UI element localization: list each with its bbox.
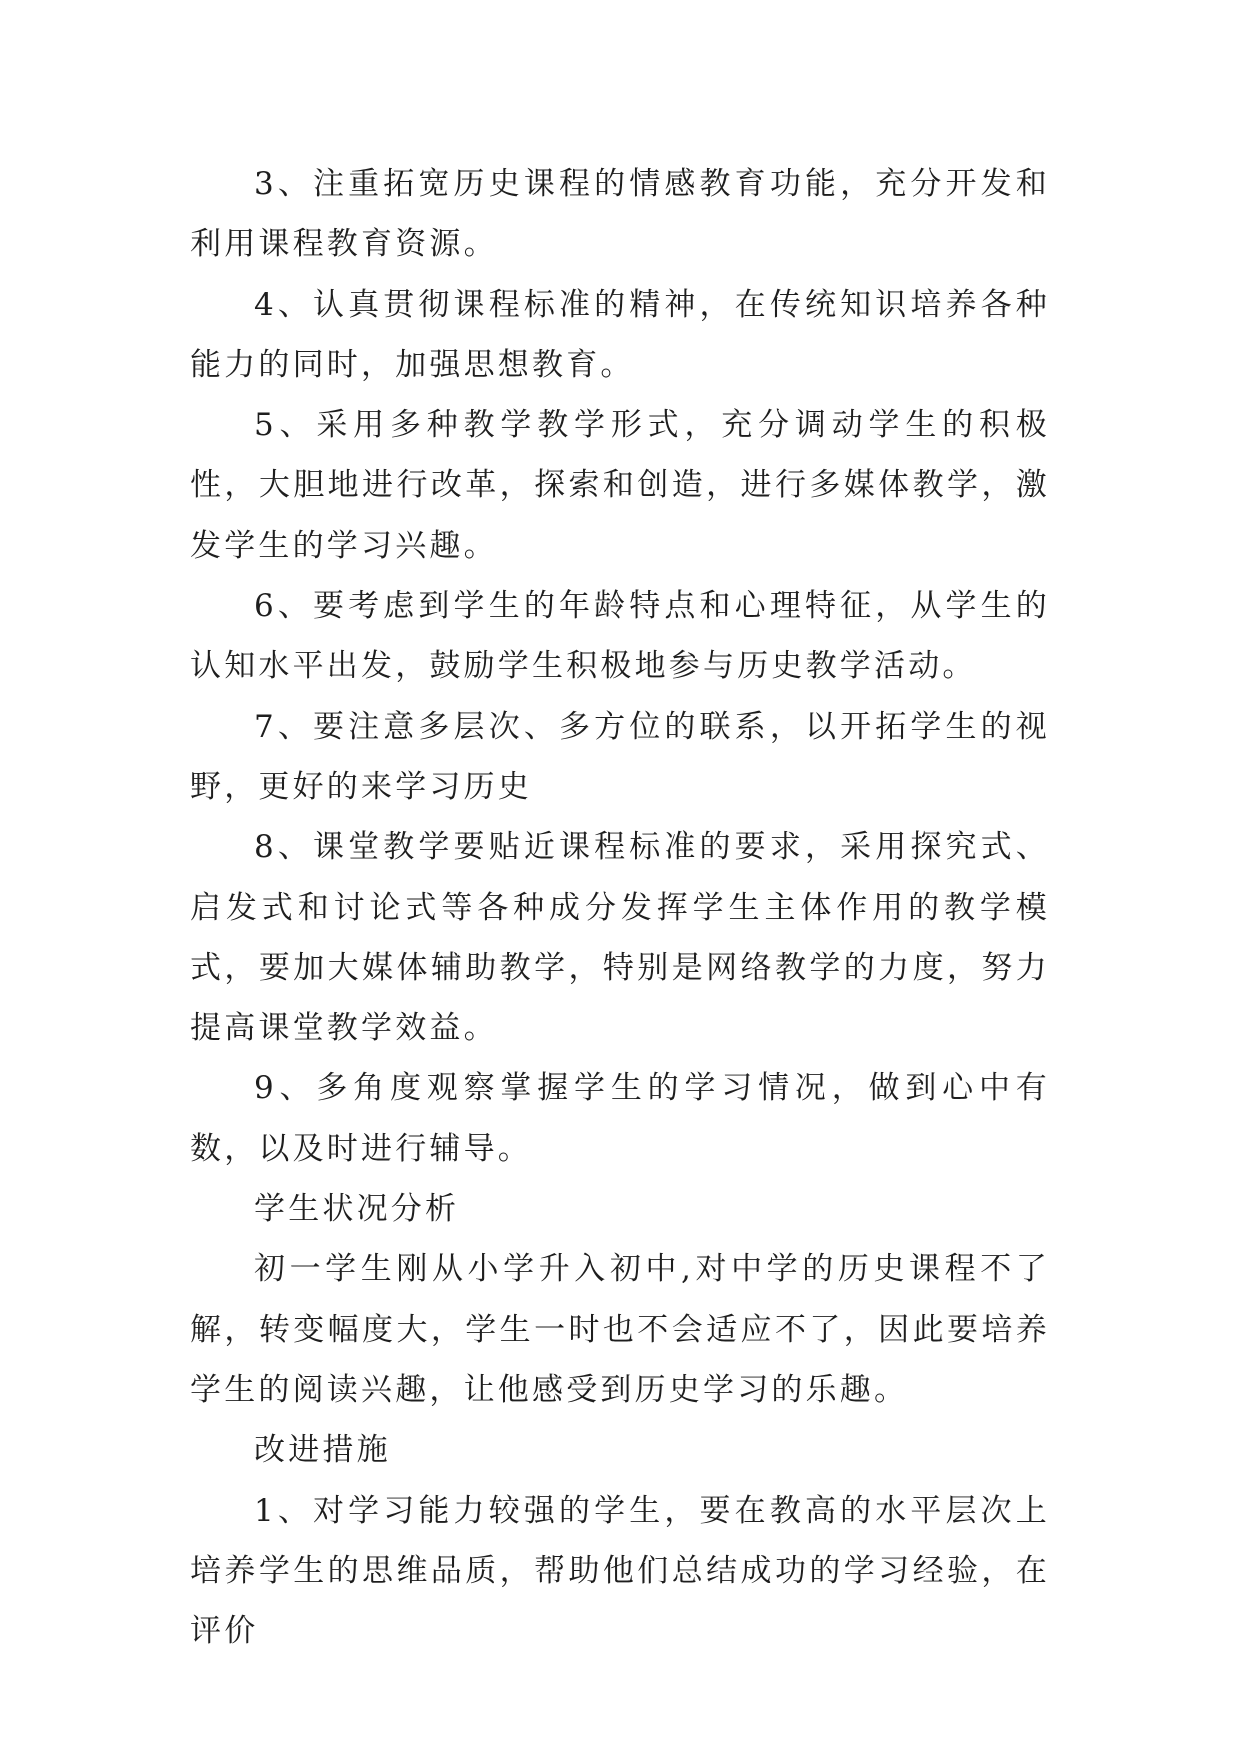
section-heading-improvement: 改进措施: [254, 1432, 391, 1469]
improvement-paragraph-1: 1、对学习能力较强的学生，要在教高的水平层次上培养学生的思维品质，帮助他们总结成功的学习经验，在评价: [190, 1492, 1050, 1650]
paragraph-item-6: 6、要考虑到学生的年龄特点和心理特征，从学生的认知水平出发，鼓励学生积极地参与历史教学活动。: [190, 588, 1050, 685]
paragraph-item-8: 8、课堂教学要贴近课程标准的要求，采用探究式、启发式和讨论式等各种成分发挥学生主体作用的教学模式，要加大媒体辅助教学，特别是网络教学的力度，努力提高课堂教学效益。: [190, 829, 1050, 1047]
paragraph-item-4: 4、认真贯彻课程标准的精神，在传统知识培养各种能力的同时，加强思想教育。: [190, 286, 1050, 383]
paragraph-item-9: 9、多角度观察掌握学生的学习情况，做到心中有数，以及时进行辅导。: [190, 1070, 1050, 1167]
student-analysis-paragraph: 初一学生刚从小学升入初中,对中学的历史课程不了解，转变幅度大，学生一时也不会适应不了，因此要培养学生的阅读兴趣，让他感受到历史学习的乐趣。: [190, 1251, 1050, 1408]
section-heading-student-analysis: 学生状况分析: [254, 1191, 460, 1228]
paragraph-item-3: 3、注重拓宽历史课程的情感教育功能，充分开发和利用课程教育资源。: [190, 166, 1050, 263]
paragraph-item-7: 7、要注意多层次、多方位的联系，以开拓学生的视野，更好的来学习历史: [190, 708, 1050, 805]
paragraph-item-5: 5、采用多种教学教学形式，充分调动学生的积极性，大胆地进行改革，探索和创造，进行多媒体教学，激发学生的学习兴趣。: [190, 407, 1050, 564]
document-body: [190, 154, 1050, 1661]
